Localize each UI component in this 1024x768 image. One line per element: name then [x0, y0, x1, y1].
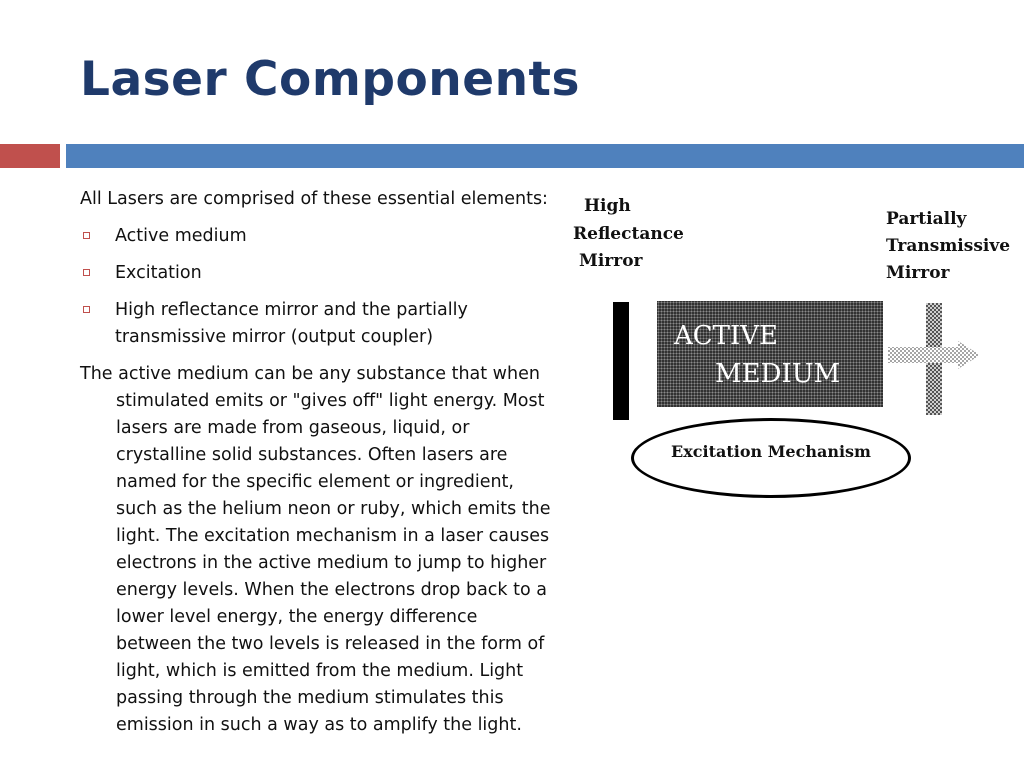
high-mirror-label-line1: High	[584, 196, 631, 216]
output-beam-arrow-icon	[888, 338, 984, 374]
excitation-label: Excitation Mechanism	[671, 441, 871, 461]
bullet-square-icon	[83, 306, 90, 313]
bullet-item	[80, 297, 558, 351]
partial-mirror-label-line2: Transmissive	[886, 236, 1011, 256]
high-reflectance-mirror	[613, 302, 629, 420]
bullet-item	[80, 260, 558, 287]
partial-mirror-label-line1: Partially	[886, 209, 967, 229]
medium-label-line2: MEDIUM	[715, 359, 841, 389]
body-text: The active medium can be any substance that when stimulated emits or "gives off" light energy. Most lasers are made from gaseous, liquid, or crystalline solid substances. Often lasers are named for the specific element or ingredient, such as the helium neon or ruby, which emits the light. The excitation mechanism in a laser causes electrons in the active medium to jump to higher energy levels. When the electrons drop back to a lower level energy, the energy difference between the two levels is released in the form of light, which is emitted from the medium. Light passing through the medium stimulates this emission in such a way as to amplify the light.	[80, 364, 551, 735]
accent-bar-red	[0, 144, 60, 168]
laser-diagram	[560, 190, 1024, 510]
bullet-text: Excitation	[115, 263, 202, 283]
slide-content	[80, 186, 558, 749]
medium-label-line1: ACTIVE	[674, 321, 779, 351]
intro-text: All Lasers are comprised of these essential elements:	[80, 189, 548, 209]
accent-bar-blue	[66, 144, 1024, 168]
bullet-square-icon	[83, 269, 90, 276]
high-mirror-label-line3: Mirror	[579, 251, 643, 271]
slide-title: Laser Components	[80, 52, 580, 107]
active-medium-block	[657, 301, 883, 407]
excitation-mechanism-ellipse	[631, 418, 911, 498]
bullet-item	[80, 223, 558, 250]
bullet-text: Active medium	[115, 226, 247, 246]
high-mirror-label-line2: Reflectance	[573, 224, 684, 244]
partial-mirror-label-line3: Mirror	[886, 263, 950, 283]
bullet-text: High reflectance mirror and the partially transmissive mirror (output coupler)	[115, 300, 468, 347]
bullet-square-icon	[83, 232, 90, 239]
